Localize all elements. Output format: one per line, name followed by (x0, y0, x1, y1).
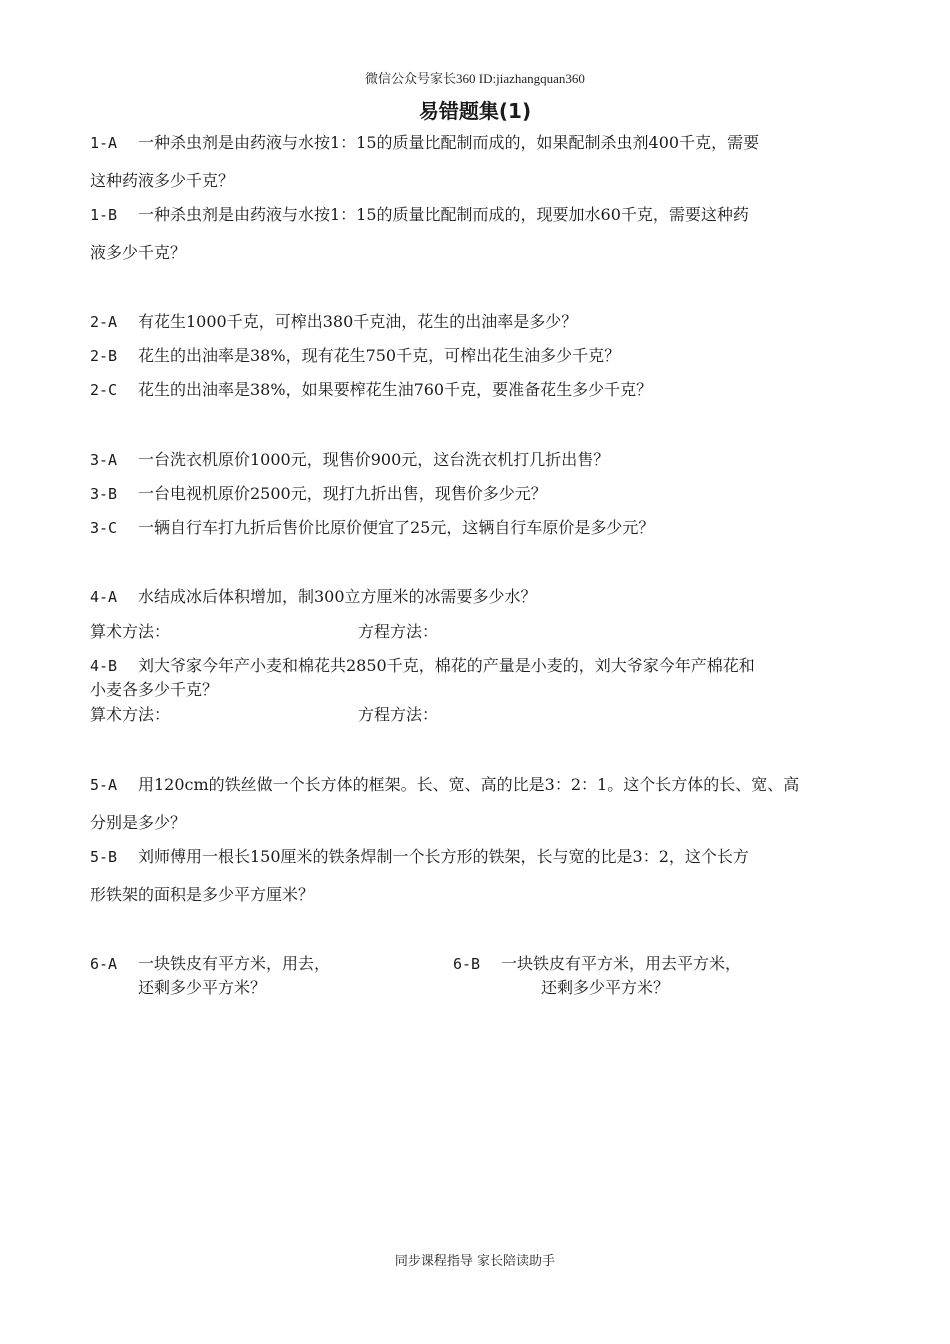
question-4b-continued (90, 679, 865, 701)
question-3a (90, 449, 865, 471)
question-text: 一块铁皮有平方米，用去平方米， (501, 954, 742, 973)
question-number: 3-C (90, 519, 118, 537)
question-text: 一块铁皮有平方米，用去， (138, 954, 331, 973)
question-6a-continued: 还剩多少平方米？ (138, 978, 267, 997)
question-number: 1-A (90, 134, 118, 152)
question-number: 6-B (453, 955, 481, 973)
page-title: 易错题集(1) (418, 99, 532, 123)
question-6a (90, 953, 330, 975)
question-2c (90, 379, 865, 401)
header-note: 微信公众号家长360 ID:jiazhangquan360 (365, 71, 585, 86)
question-number: 2-B (90, 347, 118, 365)
question-5b (90, 846, 865, 868)
question-text: 一辆自行车打九折后售价比原价便宜了25元，这辆自行车原价是多少元？ (138, 518, 655, 537)
question-number: 3-B (90, 485, 118, 503)
question-number: 2-A (90, 313, 118, 331)
question-text: 刘大爷家今年产小麦和棉花共2850千克，棉花的产量是小麦的，刘大爷家今年产棉花和 (138, 656, 755, 675)
question-number: 5-A (90, 776, 118, 794)
question-number: 1-B (90, 206, 118, 224)
question-2b (90, 345, 865, 367)
question-1a-continued (90, 170, 865, 192)
question-text: 有花生1000千克，可榨出380千克油，花生的出油率是多少？ (138, 312, 578, 331)
arithmetic-method-label: 算术方法： (90, 622, 171, 641)
question-text: 用120cm的铁丝做一个长方体的框架。长、宽、高的比是3：2：1。这个长方体的长、宽、高 (138, 775, 800, 794)
question-text: 液多少千克？ (90, 243, 187, 262)
question-1b-continued (90, 242, 865, 264)
question-text: 这种药液多少千克？ (90, 171, 235, 190)
question-5b-continued (90, 884, 865, 906)
question-number: 4-A (90, 588, 118, 606)
question-5a-continued (90, 812, 865, 834)
question-number: 6-A (90, 955, 118, 973)
question-text: 一台洗衣机原价1000元，现售价900元，这台洗衣机打几折出售？ (138, 450, 610, 469)
question-1a (90, 132, 865, 154)
question-3b (90, 483, 865, 505)
question-4a (90, 586, 865, 608)
question-number: 5-B (90, 848, 118, 866)
footer-note: 同步课程指导 家长陪读助手 (394, 1254, 556, 1269)
question-number: 3-A (90, 451, 118, 469)
question-text: 一种杀虫剂是由药液与水按1：15的质量比配制而成的，现要加水60千克，需要这种药 (138, 205, 749, 224)
question-5a (90, 774, 865, 796)
question-number: 4-B (90, 657, 118, 675)
question-number: 2-C (90, 381, 118, 399)
question-text: 刘师傅用一根长150厘米的铁条焊制一个长方形的铁架，长与宽的比是3：2，这个长方 (138, 847, 749, 866)
question-text: 小麦各多少千克？ (90, 680, 219, 699)
equation-method-label: 方程方法： (358, 705, 439, 724)
question-text: 花生的出油率是38%，现有花生750千克，可榨出花生油多少千克？ (138, 346, 621, 365)
question-1b (90, 204, 865, 226)
question-text: 分别是多少？ (90, 813, 187, 832)
question-2a (90, 311, 865, 333)
question-6b (453, 953, 741, 975)
question-4b (90, 655, 865, 677)
question-3c (90, 517, 865, 539)
question-text: 形铁架的面积是多少平方厘米？ (90, 885, 315, 904)
question-6b-continued: 还剩多少平方米？ (541, 978, 670, 997)
question-text: 花生的出油率是38%，如果要榨花生油760千克，要准备花生多少千克？ (138, 380, 653, 399)
question-text: 一台电视机原价2500元，现打九折出售，现售价多少元？ (138, 484, 547, 503)
arithmetic-method-label: 算术方法： (90, 705, 171, 724)
equation-method-label: 方程方法： (358, 622, 439, 641)
question-text: 一种杀虫剂是由药液与水按1：15的质量比配制而成的，如果配制杀虫剂400千克，需要 (138, 133, 760, 152)
question-text: 水结成冰后体积增加，制300立方厘米的冰需要多少水？ (138, 587, 537, 606)
